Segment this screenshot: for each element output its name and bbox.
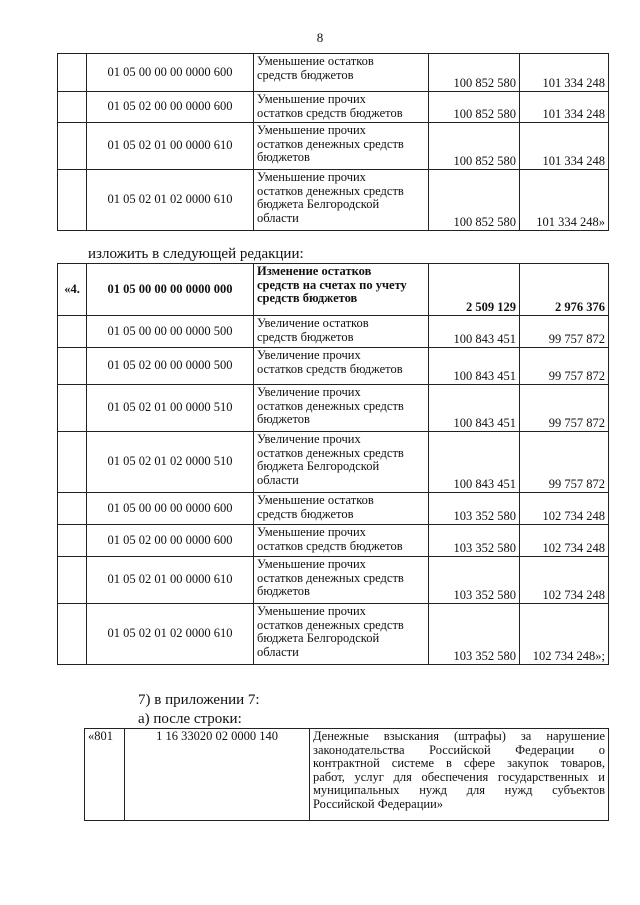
row-description [254, 264, 429, 316]
row-description [254, 604, 429, 665]
item-7-heading: 7) в приложении 7: [138, 692, 260, 708]
revenue-code: 1 16 33020 02 0000 140 [125, 729, 310, 821]
description-line: Увеличение прочих [257, 348, 361, 362]
amount-year1: 100 852 580 [429, 123, 520, 170]
budget-code: 01 05 02 00 00 0000 500 [87, 348, 254, 385]
row-description [254, 493, 429, 525]
table-row [58, 316, 609, 348]
amount-year1: 100 852 580 [429, 170, 520, 231]
amount-year2: 102 734 248 [520, 525, 609, 557]
description-line: Уменьшение прочих [257, 170, 366, 184]
budget-code: 01 05 02 01 02 0000 610 [87, 170, 254, 231]
amount-year1: 100 843 451 [429, 348, 520, 385]
description-line: работ, услуг для обеспечения государственных и [313, 769, 605, 784]
description-line: бюджетов [257, 412, 310, 426]
table-row [58, 348, 609, 385]
row-number [58, 92, 87, 123]
row-number [58, 604, 87, 665]
row-description [254, 123, 429, 170]
edit-instruction: изложить в следующей редакции: [88, 246, 304, 262]
description-line: Уменьшение прочих [257, 525, 366, 539]
budget-code: 01 05 00 00 00 0000 500 [87, 316, 254, 348]
description-line: средств бюджетов [257, 506, 354, 521]
amount-year2: 101 334 248» [520, 170, 609, 231]
description-line: остатков средств бюджетов [257, 105, 403, 120]
description-line: остатков денежных средств [257, 617, 404, 632]
row-number [58, 54, 87, 92]
amount-year1: 100 843 451 [429, 432, 520, 493]
table-row [58, 525, 609, 557]
table-row [58, 385, 609, 432]
table-row [58, 92, 609, 123]
description-line: Российской Федерации» [313, 796, 444, 811]
amount-year2: 102 734 248»; [520, 604, 609, 665]
budget-code: 01 05 02 01 00 0000 610 [87, 557, 254, 604]
row-number [58, 170, 87, 231]
description-line: муниципальных нужд для нужд субъектов [313, 783, 605, 797]
admin-code: «801 [85, 729, 125, 821]
row-number [58, 385, 87, 432]
description-line: бюджетов [257, 584, 310, 598]
description-line: средств на счетах по учету [257, 277, 407, 292]
row-description [254, 525, 429, 557]
amount-year1: 103 352 580 [429, 604, 520, 665]
row-description [254, 54, 429, 92]
description-line: бюджетов [257, 150, 310, 164]
description-line: Уменьшение прочих [257, 123, 366, 137]
description-line: остатков средств бюджетов [257, 538, 403, 553]
amount-year1: 100 843 451 [429, 385, 520, 432]
description-line: Увеличение остатков [257, 316, 369, 330]
table-fine [84, 728, 609, 821]
row-number [58, 525, 87, 557]
description-line: Уменьшение остатков [257, 493, 374, 507]
table-row [58, 557, 609, 604]
budget-code: 01 05 00 00 00 0000 000 [87, 264, 254, 316]
amount-year2: 102 734 248 [520, 493, 609, 525]
description-line: остатков денежных средств [257, 136, 404, 151]
description-line: бюджета Белгородской [257, 197, 380, 211]
row-description [310, 729, 609, 821]
table-row [58, 493, 609, 525]
amount-year2: 2 976 376 [520, 264, 609, 316]
description-line: Увеличение прочих [257, 385, 361, 399]
row-number [58, 432, 87, 493]
amount-year1: 100 852 580 [429, 92, 520, 123]
amount-year1: 103 352 580 [429, 557, 520, 604]
row-number [58, 316, 87, 348]
amount-year1: 100 843 451 [429, 316, 520, 348]
budget-code: 01 05 02 00 00 0000 600 [87, 92, 254, 123]
budget-code: 01 05 00 00 00 0000 600 [87, 493, 254, 525]
row-description [254, 348, 429, 385]
row-number [58, 493, 87, 525]
row-number: «4. [58, 264, 87, 316]
row-description [254, 170, 429, 231]
item-7a-heading: а) после строки: [138, 711, 242, 727]
budget-code: 01 05 02 00 00 0000 600 [87, 525, 254, 557]
table-row [58, 604, 609, 665]
description-line: Уменьшение прочих [257, 92, 366, 106]
amount-year2: 101 334 248 [520, 92, 609, 123]
description-line: Уменьшение прочих [257, 557, 366, 571]
amount-year1: 103 352 580 [429, 493, 520, 525]
amount-year1: 103 352 580 [429, 525, 520, 557]
description-line: области [257, 472, 299, 487]
row-description [254, 385, 429, 432]
row-description [254, 432, 429, 493]
description-line: остатков средств бюджетов [257, 361, 403, 376]
amount-year2: 99 757 872 [520, 432, 609, 493]
budget-code: 01 05 02 01 00 0000 610 [87, 123, 254, 170]
row-number [58, 557, 87, 604]
amount-year2: 99 757 872 [520, 316, 609, 348]
budget-code: 01 05 02 01 02 0000 610 [87, 604, 254, 665]
amount-year1: 100 852 580 [429, 54, 520, 92]
row-number [58, 348, 87, 385]
description-line: контрактной системе в сфере закупок товаров, [313, 756, 605, 770]
table-row [58, 123, 609, 170]
description-line: области [257, 644, 299, 659]
budget-code: 01 05 02 01 02 0000 510 [87, 432, 254, 493]
description-line: средств бюджетов [257, 329, 354, 344]
table-row [58, 54, 609, 92]
table-row [58, 432, 609, 493]
page-number: 8 [316, 30, 324, 45]
budget-code: 01 05 02 01 00 0000 510 [87, 385, 254, 432]
amount-year2: 101 334 248 [520, 123, 609, 170]
description-line: Изменение остатков [257, 264, 372, 278]
description-line: средств бюджетов [257, 291, 358, 305]
table-row [58, 264, 609, 316]
table-top-fragment [57, 53, 609, 231]
table-row [85, 729, 609, 821]
description-line: Увеличение прочих [257, 432, 361, 446]
description-line: бюджета Белгородской [257, 631, 380, 645]
description-line: Денежные взыскания (штрафы) за нарушение [313, 729, 605, 743]
description-line: средств бюджетов [257, 67, 354, 82]
description-line: остатков денежных средств [257, 398, 404, 413]
row-description [254, 557, 429, 604]
row-description [254, 316, 429, 348]
description-line: остатков денежных средств [257, 183, 404, 198]
table-row [58, 170, 609, 231]
row-number [58, 123, 87, 170]
amount-year2: 99 757 872 [520, 385, 609, 432]
description-line: законодательства Российской Федерации о [313, 742, 605, 757]
description-line: остатков денежных средств [257, 445, 404, 460]
row-description [254, 92, 429, 123]
amount-year2: 99 757 872 [520, 348, 609, 385]
amount-year2: 102 734 248 [520, 557, 609, 604]
description-line: бюджета Белгородской [257, 459, 380, 473]
description-line: области [257, 210, 299, 225]
table-main [57, 263, 609, 665]
amount-year1: 2 509 129 [429, 264, 520, 316]
description-line: Уменьшение прочих [257, 604, 366, 618]
amount-year2: 101 334 248 [520, 54, 609, 92]
description-line: остатков денежных средств [257, 570, 404, 585]
budget-code: 01 05 00 00 00 0000 600 [87, 54, 254, 92]
description-line: Уменьшение остатков [257, 54, 374, 68]
